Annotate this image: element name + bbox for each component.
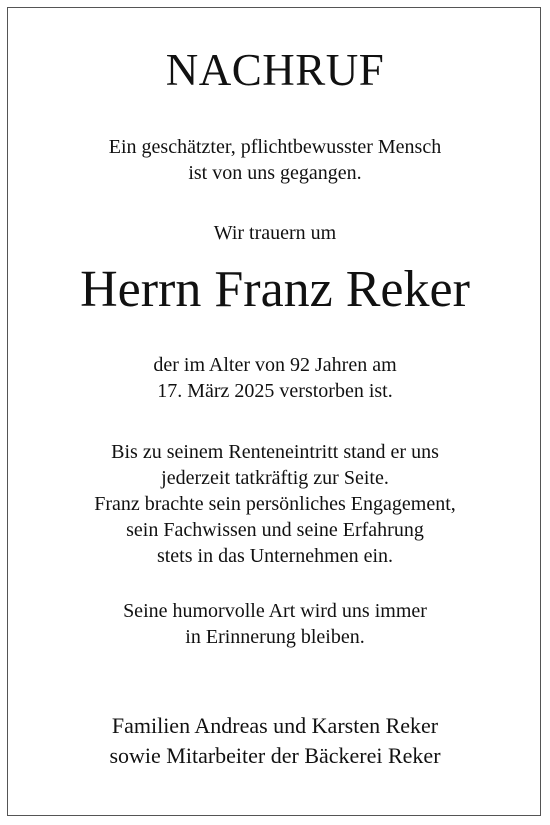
career-line: sein Fachwissen und seine Erfahrung [126,519,424,541]
humor-text [0,598,550,650]
signature-line: Familien Andreas und Karsten Reker [111,713,439,738]
intro-line: ist von uns gegangen. [188,162,362,184]
age-text [0,352,550,404]
signature [0,711,550,771]
signature-line: sowie Mitarbeiter der Bäckerei Reker [109,743,441,768]
humor-line: Seine humorvolle Art wird uns immer [123,600,427,622]
deceased-name: Herrn Franz Reker [80,261,470,318]
career-line: Franz brachte sein persönliches Engagement, [94,493,456,515]
age-line: 17. März 2025 verstorben ist. [157,380,393,402]
career-line: stets in das Unternehmen ein. [156,545,394,567]
career-line: jederzeit tatkräftig zur Seite. [161,467,389,489]
intro-line: Ein geschätzter, pflichtbewusster Mensch [108,136,442,158]
intro-text [0,134,550,186]
notice-title: NACHRUF [165,45,385,95]
career-line: Bis zu seinem Renteneintritt stand er uns [111,441,439,463]
career-text [0,439,550,569]
age-line: der im Alter von 92 Jahren am [153,354,397,376]
mourning-line: Wir trauern um [213,222,337,244]
humor-line: in Erinnerung bleiben. [185,626,365,648]
notice-border [7,7,541,816]
